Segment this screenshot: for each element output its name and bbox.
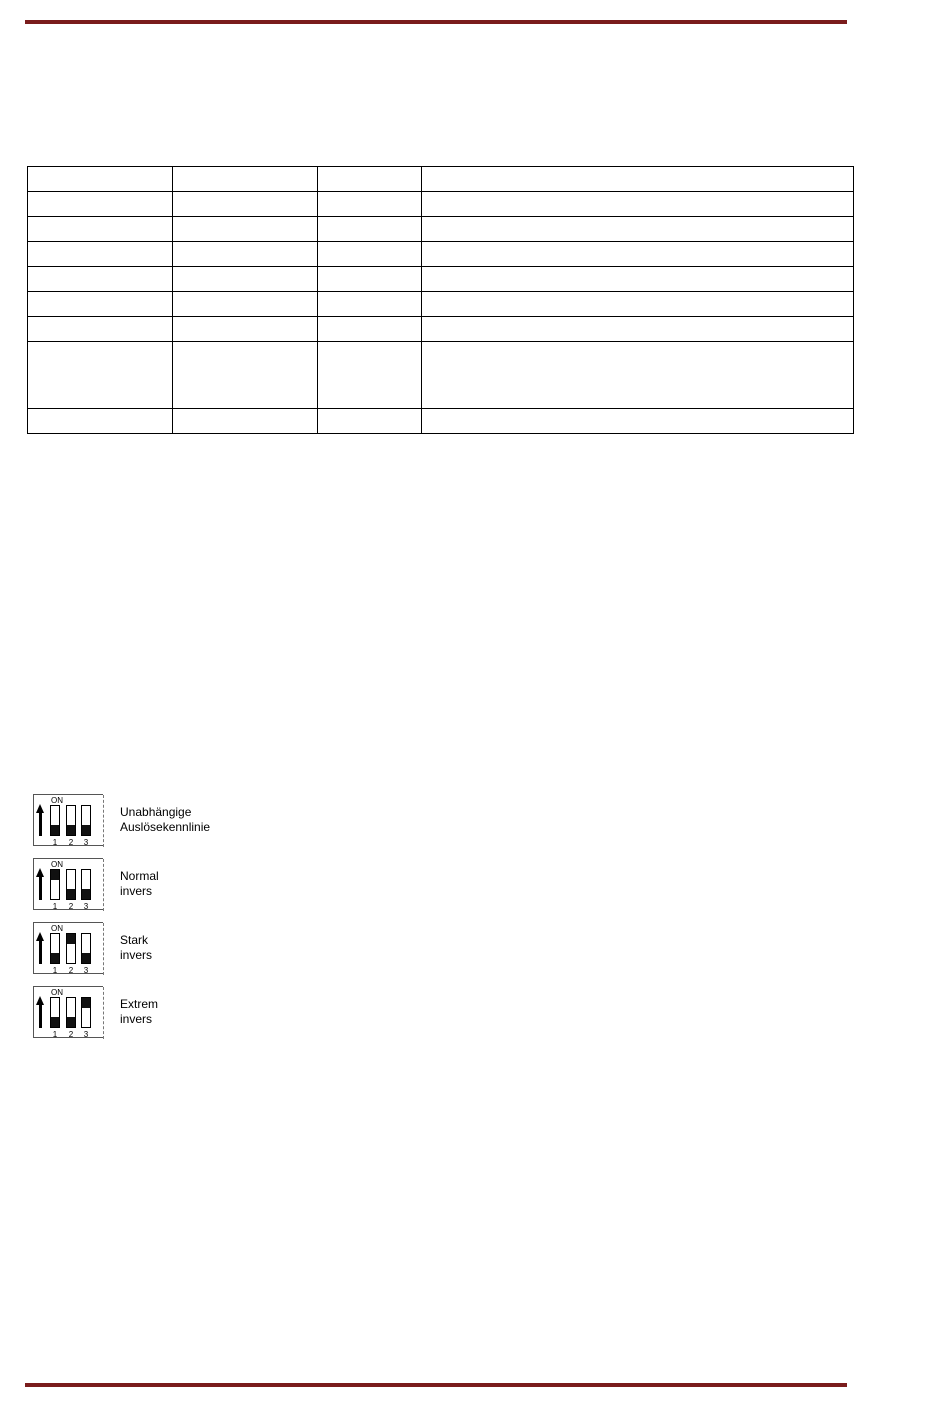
on-label: ON [51,924,63,933]
table-cell [172,217,317,242]
table-cell [172,192,317,217]
switch-number: 2 [68,902,74,911]
label-line-2: Auslösekennlinie [120,820,211,834]
table-cell [172,167,317,192]
switch-lever [51,1017,59,1027]
table-cell [317,267,422,292]
table-cell [422,192,854,217]
table-cell [28,342,173,409]
table-cell [172,342,317,409]
dip-switch-diagram [33,858,103,910]
dip-setting-label [120,997,158,1027]
label-line-1: Stark [120,933,149,947]
table-cell [317,167,422,192]
settings-table [27,166,854,434]
table-row [28,167,854,192]
table-row [28,292,854,317]
on-label: ON [51,860,63,869]
switch-number: 3 [83,1030,89,1039]
on-label: ON [51,796,63,805]
footer-rule [25,1383,847,1387]
switch-2 [66,997,76,1028]
switch-number: 1 [52,838,58,847]
arrow-shaft [39,812,42,836]
table-cell [317,292,422,317]
switch-lever [67,1017,75,1027]
switch-lever [51,953,59,963]
switch-3 [81,805,91,836]
table-row [28,242,854,267]
table-cell [172,267,317,292]
switch-3 [81,997,91,1028]
table-cell [317,342,422,409]
switch-1 [50,997,60,1028]
table-cell [172,242,317,267]
switch-1 [50,869,60,900]
table-cell [422,409,854,434]
switch-number: 2 [68,1030,74,1039]
dip-switch-diagram [33,922,103,974]
switch-lever [82,889,90,899]
switch-3 [81,933,91,964]
table-cell [422,267,854,292]
switch-number: 2 [68,838,74,847]
switch-1 [50,805,60,836]
switch-number: 3 [83,966,89,975]
switch-lever [67,934,75,944]
table-cell [28,192,173,217]
table-row [28,217,854,242]
switch-lever [51,825,59,835]
switch-2 [66,933,76,964]
label-line-1: Normal [120,869,159,883]
switch-1 [50,933,60,964]
arrow-shaft [39,876,42,900]
switch-2 [66,805,76,836]
arrow-shaft [39,940,42,964]
table-cell [172,409,317,434]
switch-2 [66,869,76,900]
arrow-shaft [39,1004,42,1028]
switch-number: 1 [52,902,58,911]
dip-setting-label [120,869,159,899]
table-row [28,409,854,434]
dip-cut-edge [100,859,104,911]
table-cell [28,292,173,317]
table-cell [28,242,173,267]
switch-lever [51,870,59,880]
on-label: ON [51,988,63,997]
table-cell [28,167,173,192]
table-cell [172,292,317,317]
table-cell [28,217,173,242]
dip-cut-edge [100,923,104,975]
table-cell [422,317,854,342]
table-cell [317,192,422,217]
switch-number: 3 [83,838,89,847]
table-cell [422,167,854,192]
label-line-1: Extrem [120,997,159,1011]
table-cell [28,267,173,292]
table-cell [317,317,422,342]
table-row [28,267,854,292]
label-line-2: invers [120,1012,153,1026]
table-cell [422,342,854,409]
table-cell [172,317,317,342]
label-line-1: Unabhängige [120,805,192,819]
table-cell [28,409,173,434]
table-row [28,192,854,217]
table-row [28,342,854,409]
table-cell [422,217,854,242]
table-row [28,317,854,342]
switch-number: 2 [68,966,74,975]
switch-lever [67,889,75,899]
table-cell [317,217,422,242]
dip-switch-diagram [33,794,103,846]
switch-lever [67,825,75,835]
switch-number: 1 [52,966,58,975]
label-line-2: invers [120,948,153,962]
switch-lever [82,825,90,835]
table-cell [317,242,422,267]
table-cell [317,409,422,434]
dip-switch-diagram [33,986,103,1038]
label-line-2: invers [120,884,153,898]
table-cell [422,292,854,317]
switch-lever [82,953,90,963]
switch-number: 3 [83,902,89,911]
dip-cut-edge [100,795,104,847]
switch-lever [82,998,90,1008]
dip-setting-label [120,933,152,963]
table-cell [28,317,173,342]
dip-setting-label [120,805,210,835]
header-rule [25,20,847,24]
switch-number: 1 [52,1030,58,1039]
table-cell [422,242,854,267]
dip-cut-edge [100,987,104,1039]
switch-3 [81,869,91,900]
